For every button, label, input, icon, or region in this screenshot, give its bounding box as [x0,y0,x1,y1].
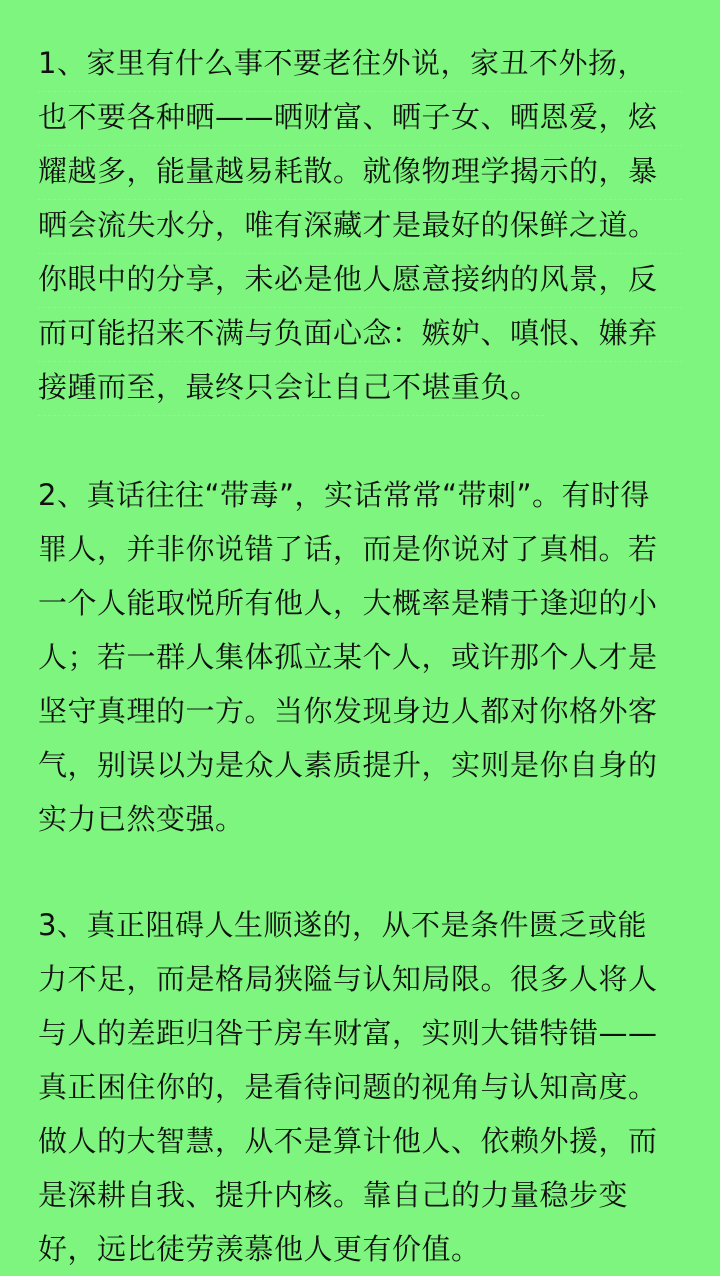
text-line: 与人的差距归咎于房车财富，实则大错特错—— [38,1016,658,1050]
text-line: 罪人，并非你说错了话，而是你说对了真相。若 [38,532,658,566]
text-line: 晒会流失水分，唯有深藏才是最好的保鲜之道。 [38,200,682,254]
text-line: 3、真正阻碍人生顺遂的，从不是条件匮乏或能 [38,908,647,942]
text-line: 也不要各种晒——晒财富、晒子女、晒恩爱，炫 [38,92,682,146]
text-line: 而可能招来不满与负面心念：嫉妒、嗔恨、嫌弃 [38,308,682,362]
text-line: 耀越多，能量越易耗散。就像物理学揭示的，暴 [38,146,682,200]
text-line: 你眼中的分享，未必是他人愿意接纳的风景，反 [38,254,682,308]
text-line: 人；若一群人集体孤立某个人，或许那个人才是 [38,640,658,674]
text-line: 一个人能取悦所有他人，大概率是精于逢迎的小 [38,586,658,620]
text-line: 好，远比徒劳羡慕他人更有价值。 [38,1232,481,1266]
text-line: 坚守真理的一方。当你发现身边人都对你格外客 [38,694,658,728]
text-line: 做人的大智慧，从不是算计他人、依赖外援，而 [38,1124,658,1158]
text-line: 实力已然变强。 [38,802,245,836]
text-line: 气，别误以为是众人素质提升，实则是你自身的 [38,748,658,782]
text-line: 是深耕自我、提升内核。靠自己的力量稳步变 [38,1178,629,1212]
text-line: 力不足，而是格局狭隘与认知局限。很多人将人 [38,962,658,996]
text-line: 2、真话往往“带毒”，实话常常“带刺”。有时得 [38,478,651,512]
text-line: 1、家里有什么事不要老往外说，家丑不外扬， [38,38,682,92]
paragraph-2 [38,468,682,846]
paragraph-1 [38,38,682,416]
text-line: 真正困住你的，是看待问题的视角与认知高度。 [38,1070,658,1104]
paragraph-3 [38,898,682,1276]
text-line: 接踵而至，最终只会让自己不堪重负。 [38,362,544,416]
